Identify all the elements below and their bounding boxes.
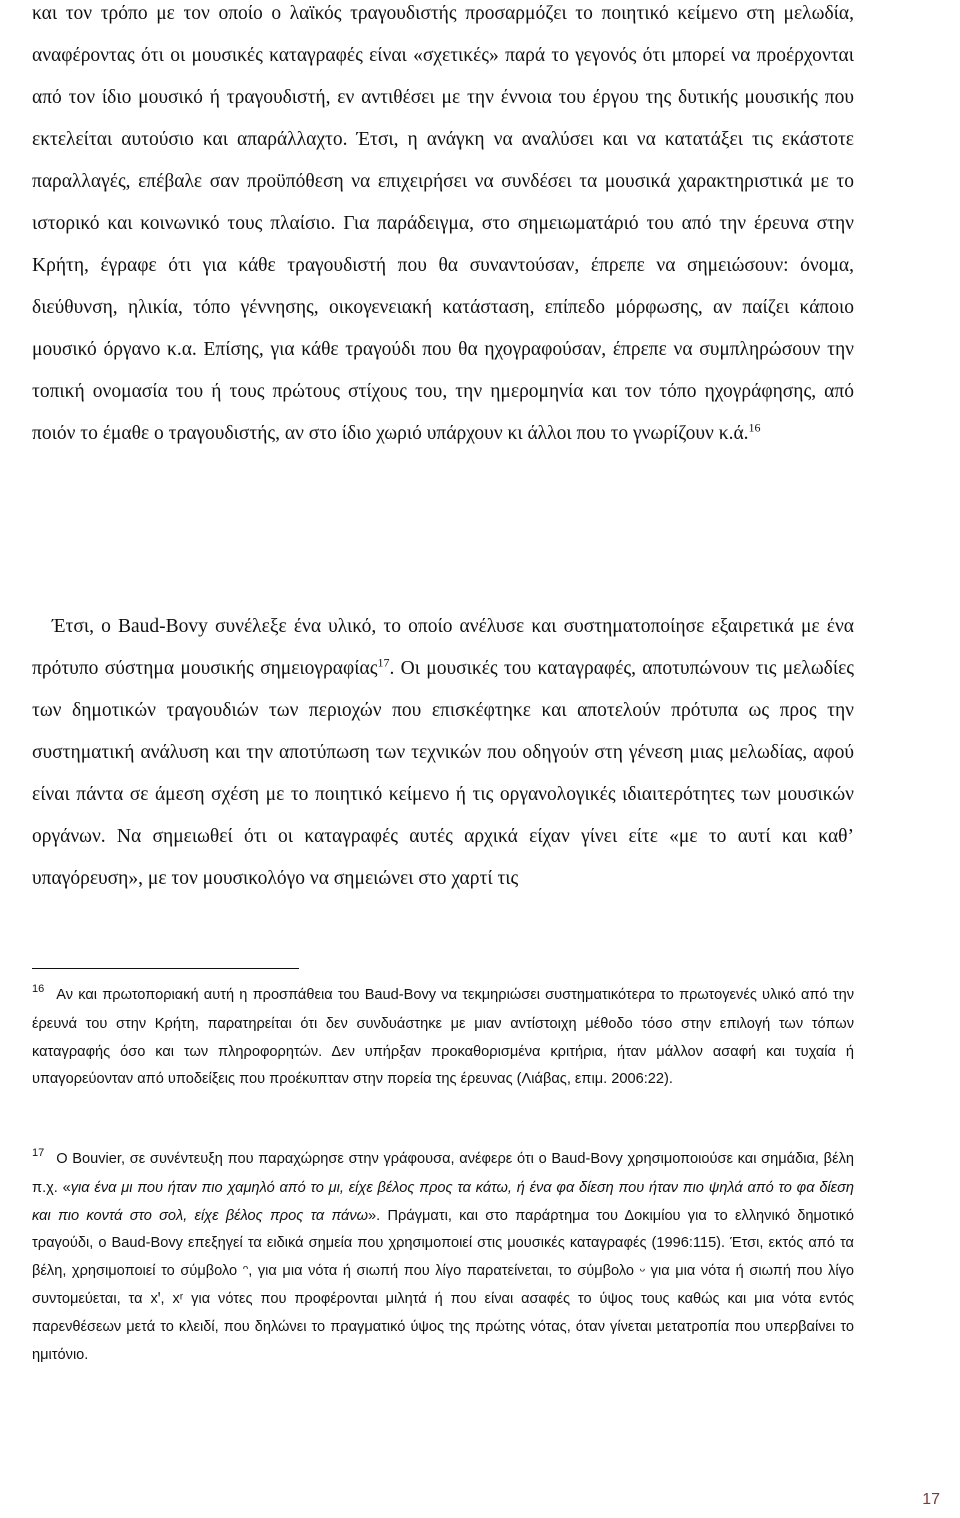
footnote-16-text: Αν και πρωτοποριακή αυτή η προσπάθεια του Baud-Bovy να τεκμηριώσει συστηματικότερα το πρωτογενές υλικό από την έρευνά του στην Κρήτη, παρατηρείται ότι δεν συνδυάστηκε με μιαν αντίστοιχη μέθοδο τόσο στην επιλογή των τόπων καταγραφής όσο και των πληροφορητών. Δεν υπήρξαν προκαθορισμένα κριτήρια, ήταν μάλλον ασαφή και τυχαία ή υπαγορεύονταν από υποδείξεις που προέκυπταν στην πορεία της έρευνας (Λιάβας, επιμ. 2006:22).	[32, 987, 854, 1088]
footnote-ref-16[interactable]: 16	[748, 420, 761, 435]
paragraph-2-text-part1: Έτσι, ο Baud-Bovy συνέλεξε ένα υλικό, το οποίο ανέλυσε και συστηματοποίησε εξαιρετικά με ένα πρότυπο σύστημα μουσικής σημειογραφίας	[32, 616, 854, 679]
footnote-17	[32, 1146, 854, 1369]
footnote-16	[32, 982, 854, 1094]
page-number: 17	[922, 1491, 940, 1508]
body-paragraph-1	[32, 0, 854, 455]
footnote-17-quote: για ένα μι που ήταν πιο χαμηλό από το μι, είχε βέλος προς τα κάτω, ή ένα φα δίεση που ήταν πιο ψηλά από το φα δίεση και πιο κοντά στο σολ, είχε βέλος προς τα πάνω	[32, 1179, 854, 1224]
paragraph-1-text: και τον τρόπο με τον οποίο ο λαϊκός τραγουδιστής προσαρμόζει το ποιητικό κείμενο στη μελωδία, αναφέροντας ότι οι μουσικές καταγραφές είναι «σχετικές» παρά το γεγονός ότι μπορεί να προέρχονται από τον ίδιο μουσικό ή τραγουδιστή, εν αντιθέσει με την έννοια του έργου της δυτικής μουσικής που εκτελείται αυτούσιο και απαράλλαχτο. Έτσι, η ανάγκη να αναλύσει και να κατατάξει τις εκάστοτε παραλλαγές, επέβαλε σαν προϋπόθεση να επιχειρήσει να συνδέσει τα μουσικά χαρακτηριστικά με το ιστορικό και κοινωνικό τους πλαίσιο. Για παράδειγμα, στο σημειωματάριό του από την έρευνα στην Κρήτη, έγραφε ότι για κάθε τραγουδιστή που θα συναντούσαν, έπρεπε να σημειώσουν: όνομα, διεύθυνση, ηλικία, τόπο γέννησης, οικογενειακή κατάσταση, επίπεδο μόρφωσης, αν παίζει κάποιο μουσικό όργανο κ.α. Επίσης, για κάθε τραγούδι που θα ηχογραφούσαν, έπρεπε να συμπληρώσουν την τοπική ονομασία του ή τους πρώτους στίχους του, την ημερομηνία και τον τόπο ηχογράφησης, από ποιόν το έμαθε ο τραγουδιστής, αν στο ίδιο χωριό υπάρχουν κι άλλοι που το γνωρίζουν κ.ά.	[32, 3, 854, 444]
paragraph-2-text-part2: . Οι μουσικές του καταγραφές, αποτυπώνουν τις μελωδίες των δημοτικών τραγουδιών των περιοχών που επισκέφτηκε και αποτελούν πρότυπα ως προς την συστηματική ανάλυση και την αποτύπωση των τεχνικών που οδηγούν στη γένεση μιας μελωδίας, αφού είναι πάντα σε άμεση σχέση με το ποιητικό κείμενο ή τις οργανολογικές ιδιαιτερότητες των μουσικών οργάνων. Να σημειωθεί ότι οι καταγραφές αυτές αρχικά είχαν γίνει είτε «με το αυτί και καθ’ υπαγόρευση», με τον μουσικολόγο να σημειώνει στο χαρτί τις	[32, 658, 855, 889]
footnote-16-marker: 16	[32, 983, 45, 995]
footnote-ref-17[interactable]: 17	[377, 655, 390, 670]
body-paragraph-2	[32, 606, 854, 900]
footnote-separator	[32, 968, 299, 969]
footnote-17-marker: 17	[32, 1147, 45, 1159]
footnote-17-text-before: Ο Bouvier, σε συνέντευξη που παραχώρησε στην γράφουσα, ανέφερε ότι ο Baud-Bovy χρησιμοποιούσε και σημάδια, βέλη π.χ. «	[32, 1151, 854, 1196]
footnote-17-text-after: ». Πράγματι, και στο παράρτημα του Δοκιμίου για το ελληνικό δημοτικό τραγούδι, ο Baud-Bovy επεξηγεί τα ειδικά σημεία που χρησιμοποιεί στις μουσικές καταγραφές (1996:115). Έτσι, εκτός από τα βέλη, χρησιμοποιεί το σύμβολο ᵔ, για μια νότα ή σιωπή που λίγο παρατείνεται, το σύμβολο ᵕ για μια νότα ή σιωπή που λίγο συντομεύεται, τα xꞌ, xʳ για νότες που προφέρονται μιλητά ή που είναι ασαφές το ύψος τους καθώς και μια νότα εντός παρενθέσεων μετά το κλειδί, που δηλώνει το πραγματικό ύψος της πρώτης νότας, όταν γίνεται μετατροπία που υπερβαίνει το ημιτόνιο.	[32, 1207, 855, 1363]
